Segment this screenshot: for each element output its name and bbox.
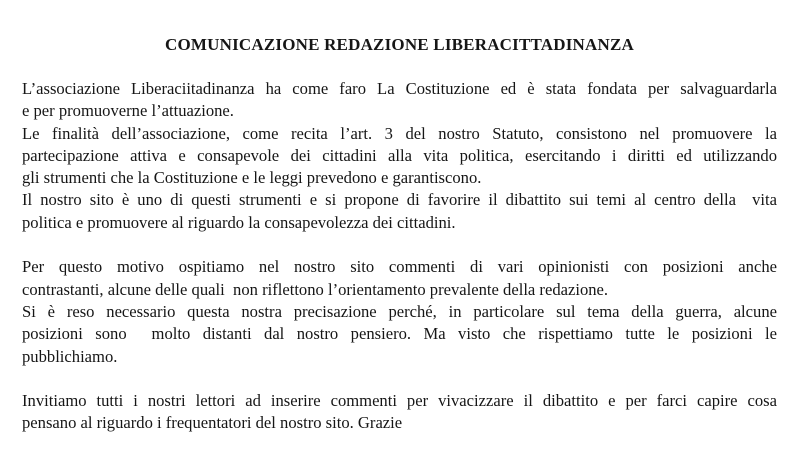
text-line: L’associazione Liberaciitadinanza ha come faro La Costituzione ed è stata fondata per salvaguardarla xyxy=(22,79,777,98)
text-line: e per promuoverne l’attuazione. xyxy=(22,101,234,121)
text-line: pubblichiamo. xyxy=(22,346,118,366)
text-line: politica e promuovere al riguardo la consapevolezza dei cittadini. xyxy=(22,212,456,232)
paragraph xyxy=(22,390,777,435)
document-body xyxy=(22,78,777,435)
text-line: pensano al riguardo i frequentatori del nostro sito. Grazie xyxy=(22,413,403,433)
document-title: COMUNICAZIONE REDAZIONE LIBERACITTADINANZA xyxy=(164,35,635,54)
text-line: Per questo motivo ospitiamo nel nostro sito commenti di vari opinionisti con posizioni anche xyxy=(22,257,777,277)
text-line: posizioni sono molto distanti dal nostro pensiero. Ma visto che rispettiamo tutte le posizioni le xyxy=(22,324,777,344)
text-line: contrastanti, alcune delle quali non riflettono l’orientamento prevalente della redazione. xyxy=(22,279,609,299)
text-line: gli strumenti che la Costituzione e le leggi prevedono e garantiscono. xyxy=(22,168,482,188)
text-line: Le finalità dell’associazione, come recita l’art. 3 del nostro Statuto, consistono nel promuovere la xyxy=(22,123,777,143)
text-line: partecipazione attiva e consapevole dei cittadini alla vita politica, esercitando i diritti ed utilizzando xyxy=(22,145,777,165)
paragraph xyxy=(22,256,777,367)
paragraph xyxy=(22,78,777,234)
text-line: Invitiamo tutti i nostri lettori ad inserire commenti per vivacizzare il dibattito e per farci capire cosa xyxy=(22,391,777,411)
text-line: Si è reso necessario questa nostra precisazione perché, in particolare sul tema della guerra, alcune xyxy=(22,301,777,321)
text-line: Il nostro sito è uno di questi strumenti e si propone di favorire il dibattito sui temi al centro della vita xyxy=(22,190,777,210)
